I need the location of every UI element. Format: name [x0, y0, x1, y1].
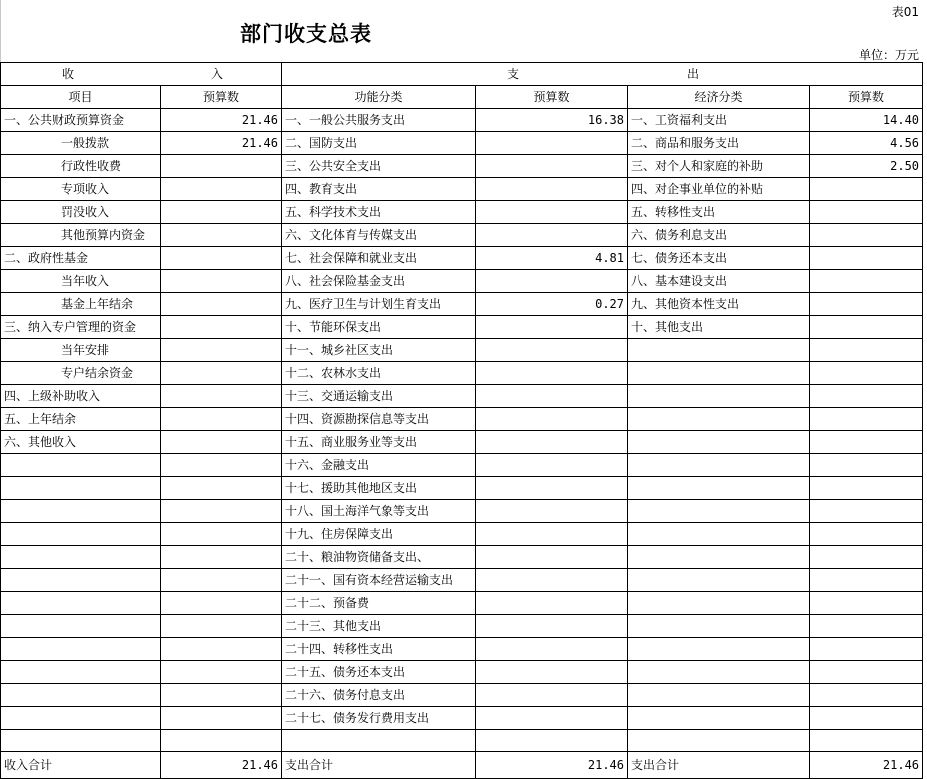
income-item-cell: 五、上年结余: [1, 408, 161, 431]
func-item-cell: 六、文化体育与传媒支出: [282, 224, 476, 247]
table-row: [1, 224, 923, 247]
income-budget-cell: [161, 523, 282, 546]
econ-item-cell: 六、债务利息支出: [628, 224, 810, 247]
func-item-cell: 七、社会保障和就业支出: [282, 247, 476, 270]
econ-item-cell: 十、其他支出: [628, 316, 810, 339]
econ-budget-cell: [810, 270, 923, 293]
econ-budget-cell: [810, 569, 923, 592]
unit-label: 单位：万元: [858, 48, 919, 62]
income-budget-cell: [161, 477, 282, 500]
econ-item-cell: [628, 523, 810, 546]
income-budget-cell: [161, 385, 282, 408]
econ-budget-cell: [810, 592, 923, 615]
table-row: [1, 523, 923, 546]
income-budget-cell: [161, 293, 282, 316]
econ-item-cell: [628, 615, 810, 638]
func-item-cell: 十四、资源勘探信息等支出: [282, 408, 476, 431]
header-row-columns: [1, 86, 923, 109]
econ-budget-cell: 2.50: [810, 155, 923, 178]
econ-budget-cell: [810, 201, 923, 224]
econ-item-cell: [628, 684, 810, 707]
func-budget-cell: [476, 546, 628, 569]
func-item-cell: 二十四、转移性支出: [282, 638, 476, 661]
func-budget-cell: [476, 477, 628, 500]
income-item-cell: [1, 546, 161, 569]
econ-total-label: 支出合计: [628, 752, 810, 779]
econ-budget-cell: [810, 661, 923, 684]
income-item-cell: [1, 592, 161, 615]
econ-item-cell: 八、基本建设支出: [628, 270, 810, 293]
table-row: [1, 247, 923, 270]
func-budget-cell: [476, 500, 628, 523]
income-item-cell: 其他预算内资金: [1, 224, 161, 247]
func-budget-cell: [476, 615, 628, 638]
func-budget-cell: [476, 730, 628, 752]
table-number: 表01: [891, 5, 919, 19]
table-row: [1, 385, 923, 408]
econ-item-cell: [628, 638, 810, 661]
econ-budget-cell: [810, 247, 923, 270]
income-total-label: 收入合计: [1, 752, 161, 779]
econ-budget-cell: [810, 339, 923, 362]
income-item-cell: [1, 615, 161, 638]
table-row: [1, 638, 923, 661]
income-item-cell: 一、公共财政预算资金: [1, 109, 161, 132]
func-budget-cell: [476, 339, 628, 362]
func-budget-cell: [476, 316, 628, 339]
income-budget-cell: [161, 661, 282, 684]
table-row: [1, 155, 923, 178]
income-header-char1: 收: [62, 67, 75, 81]
func-item-cell: 十九、住房保障支出: [282, 523, 476, 546]
income-budget-cell: [161, 270, 282, 293]
table-row: [1, 546, 923, 569]
func-item-cell: 五、科学技术支出: [282, 201, 476, 224]
income-item-cell: 当年安排: [1, 339, 161, 362]
col-header-item: 项目: [1, 86, 161, 109]
econ-item-cell: 二、商品和服务支出: [628, 132, 810, 155]
func-budget-cell: 16.38: [476, 109, 628, 132]
header-row-group: [1, 63, 923, 86]
income-budget-cell: [161, 684, 282, 707]
econ-item-cell: [628, 592, 810, 615]
income-item-cell: 行政性收费: [1, 155, 161, 178]
income-budget-cell: [161, 500, 282, 523]
col-header-func: 功能分类: [282, 86, 476, 109]
table-row: [1, 109, 923, 132]
income-item-cell: 当年收入: [1, 270, 161, 293]
econ-budget-cell: [810, 293, 923, 316]
func-budget-cell: [476, 224, 628, 247]
econ-item-cell: [628, 362, 810, 385]
page-title: 部门收支总表: [240, 21, 372, 46]
table-row: [1, 477, 923, 500]
econ-budget-cell: [810, 224, 923, 247]
econ-budget-cell: [810, 684, 923, 707]
func-item-cell: 一、一般公共服务支出: [282, 109, 476, 132]
budget-table: [0, 62, 923, 779]
income-budget-cell: [161, 247, 282, 270]
func-budget-cell: [476, 155, 628, 178]
func-budget-cell: [476, 592, 628, 615]
table-row: [1, 615, 923, 638]
func-budget-cell: [476, 684, 628, 707]
sheet-border: [0, 0, 1, 62]
expense-header: [282, 63, 923, 86]
econ-budget-cell: [810, 385, 923, 408]
table-row: [1, 592, 923, 615]
income-budget-cell: [161, 707, 282, 730]
func-item-cell: 四、教育支出: [282, 178, 476, 201]
income-budget-cell: [161, 592, 282, 615]
econ-item-cell: [628, 569, 810, 592]
econ-item-cell: 四、对企事业单位的补贴: [628, 178, 810, 201]
func-item-cell: 二十、粮油物资储备支出、: [282, 546, 476, 569]
income-budget-cell: [161, 178, 282, 201]
econ-budget-cell: 4.56: [810, 132, 923, 155]
econ-item-cell: [628, 385, 810, 408]
func-budget-cell: [476, 707, 628, 730]
econ-item-cell: [628, 431, 810, 454]
econ-item-cell: [628, 500, 810, 523]
total-row: [1, 752, 923, 779]
func-budget-cell: [476, 408, 628, 431]
func-item-cell: 二十六、债务付息支出: [282, 684, 476, 707]
income-budget-cell: [161, 224, 282, 247]
income-item-cell: [1, 454, 161, 477]
table-row: [1, 431, 923, 454]
func-budget-cell: [476, 661, 628, 684]
econ-item-cell: 五、转移性支出: [628, 201, 810, 224]
table-row: [1, 661, 923, 684]
income-header: [1, 63, 282, 86]
func-budget-cell: 0.27: [476, 293, 628, 316]
func-budget-cell: [476, 362, 628, 385]
econ-budget-cell: [810, 730, 923, 752]
func-budget-cell: [476, 132, 628, 155]
econ-item-cell: [628, 477, 810, 500]
func-item-cell: 十五、商业服务业等支出: [282, 431, 476, 454]
econ-budget-cell: [810, 707, 923, 730]
func-item-cell: 二十七、债务发行费用支出: [282, 707, 476, 730]
income-budget-cell: [161, 569, 282, 592]
func-item-cell: 十八、国土海洋气象等支出: [282, 500, 476, 523]
income-header-char2: 入: [210, 67, 223, 81]
income-budget-cell: [161, 546, 282, 569]
table-row: [1, 132, 923, 155]
table-row: [1, 454, 923, 477]
income-budget-cell: 21.46: [161, 132, 282, 155]
func-item-cell: 十七、援助其他地区支出: [282, 477, 476, 500]
func-item-cell: 十六、金融支出: [282, 454, 476, 477]
func-total-value: 21.46: [476, 752, 628, 779]
econ-budget-cell: [810, 477, 923, 500]
income-item-cell: 专项收入: [1, 178, 161, 201]
income-item-cell: 六、其他收入: [1, 431, 161, 454]
econ-budget-cell: [810, 523, 923, 546]
income-budget-cell: [161, 730, 282, 752]
table-row: [1, 293, 923, 316]
income-budget-cell: [161, 615, 282, 638]
econ-item-cell: 三、对个人和家庭的补助: [628, 155, 810, 178]
table-row: [1, 569, 923, 592]
econ-budget-cell: [810, 362, 923, 385]
income-budget-cell: [161, 638, 282, 661]
income-item-cell: 基金上年结余: [1, 293, 161, 316]
income-total-value: 21.46: [161, 752, 282, 779]
income-item-cell: 一般拨款: [1, 132, 161, 155]
econ-budget-cell: [810, 454, 923, 477]
income-item-cell: [1, 707, 161, 730]
econ-budget-cell: [810, 178, 923, 201]
table-row: [1, 178, 923, 201]
table-row: [1, 316, 923, 339]
econ-budget-cell: [810, 546, 923, 569]
func-item-cell: 十三、交通运输支出: [282, 385, 476, 408]
econ-total-value: 21.46: [810, 752, 923, 779]
func-budget-cell: [476, 523, 628, 546]
income-budget-cell: 21.46: [161, 109, 282, 132]
col-header-econ: 经济分类: [628, 86, 810, 109]
econ-budget-cell: [810, 500, 923, 523]
econ-item-cell: [628, 546, 810, 569]
income-item-cell: 罚没收入: [1, 201, 161, 224]
income-item-cell: [1, 569, 161, 592]
income-item-cell: [1, 500, 161, 523]
income-budget-cell: [161, 431, 282, 454]
func-budget-cell: [476, 178, 628, 201]
func-item-cell: 二十二、预备费: [282, 592, 476, 615]
econ-item-cell: [628, 707, 810, 730]
econ-budget-cell: 14.40: [810, 109, 923, 132]
table-row: [1, 500, 923, 523]
econ-item-cell: [628, 661, 810, 684]
func-item-cell: [282, 730, 476, 752]
table-row: [1, 362, 923, 385]
income-item-cell: 二、政府性基金: [1, 247, 161, 270]
income-item-cell: [1, 730, 161, 752]
func-budget-cell: [476, 385, 628, 408]
expense-header-char1: 支: [507, 67, 520, 81]
income-item-cell: [1, 661, 161, 684]
col-header-budget-func: 预算数: [476, 86, 628, 109]
func-budget-cell: [476, 454, 628, 477]
func-item-cell: 二、国防支出: [282, 132, 476, 155]
econ-item-cell: 七、债务还本支出: [628, 247, 810, 270]
func-item-cell: 二十三、其他支出: [282, 615, 476, 638]
income-item-cell: 三、纳入专户管理的资金: [1, 316, 161, 339]
func-total-label: 支出合计: [282, 752, 476, 779]
func-budget-cell: 4.81: [476, 247, 628, 270]
income-budget-cell: [161, 316, 282, 339]
func-item-cell: 十一、城乡社区支出: [282, 339, 476, 362]
econ-item-cell: [628, 408, 810, 431]
table-row: [1, 201, 923, 224]
func-budget-cell: [476, 638, 628, 661]
econ-item-cell: 九、其他资本性支出: [628, 293, 810, 316]
econ-budget-cell: [810, 431, 923, 454]
table-row: [1, 339, 923, 362]
income-item-cell: 专户结余资金: [1, 362, 161, 385]
func-budget-cell: [476, 569, 628, 592]
income-item-cell: 四、上级补助收入: [1, 385, 161, 408]
func-item-cell: 三、公共安全支出: [282, 155, 476, 178]
econ-item-cell: [628, 730, 810, 752]
func-item-cell: 十二、农林水支出: [282, 362, 476, 385]
econ-item-cell: [628, 339, 810, 362]
econ-budget-cell: [810, 408, 923, 431]
income-item-cell: [1, 523, 161, 546]
table-row: [1, 707, 923, 730]
income-item-cell: [1, 477, 161, 500]
income-budget-cell: [161, 408, 282, 431]
col-header-budget-income: 预算数: [161, 86, 282, 109]
func-item-cell: 九、医疗卫生与计划生育支出: [282, 293, 476, 316]
income-budget-cell: [161, 201, 282, 224]
econ-budget-cell: [810, 615, 923, 638]
income-budget-cell: [161, 362, 282, 385]
func-item-cell: 八、社会保险基金支出: [282, 270, 476, 293]
income-item-cell: [1, 638, 161, 661]
income-budget-cell: [161, 155, 282, 178]
func-item-cell: 二十五、债务还本支出: [282, 661, 476, 684]
income-budget-cell: [161, 454, 282, 477]
func-budget-cell: [476, 201, 628, 224]
table-row: [1, 270, 923, 293]
income-item-cell: [1, 684, 161, 707]
col-header-budget-econ: 预算数: [810, 86, 923, 109]
table-row: [1, 408, 923, 431]
func-item-cell: 十、节能环保支出: [282, 316, 476, 339]
econ-budget-cell: [810, 316, 923, 339]
table-row: [1, 730, 923, 752]
econ-budget-cell: [810, 638, 923, 661]
func-item-cell: 二十一、国有资本经营运输支出: [282, 569, 476, 592]
func-budget-cell: [476, 431, 628, 454]
income-budget-cell: [161, 339, 282, 362]
expense-header-char2: 出: [687, 67, 700, 81]
econ-item-cell: [628, 454, 810, 477]
econ-item-cell: 一、工资福利支出: [628, 109, 810, 132]
table-row: [1, 684, 923, 707]
func-budget-cell: [476, 270, 628, 293]
